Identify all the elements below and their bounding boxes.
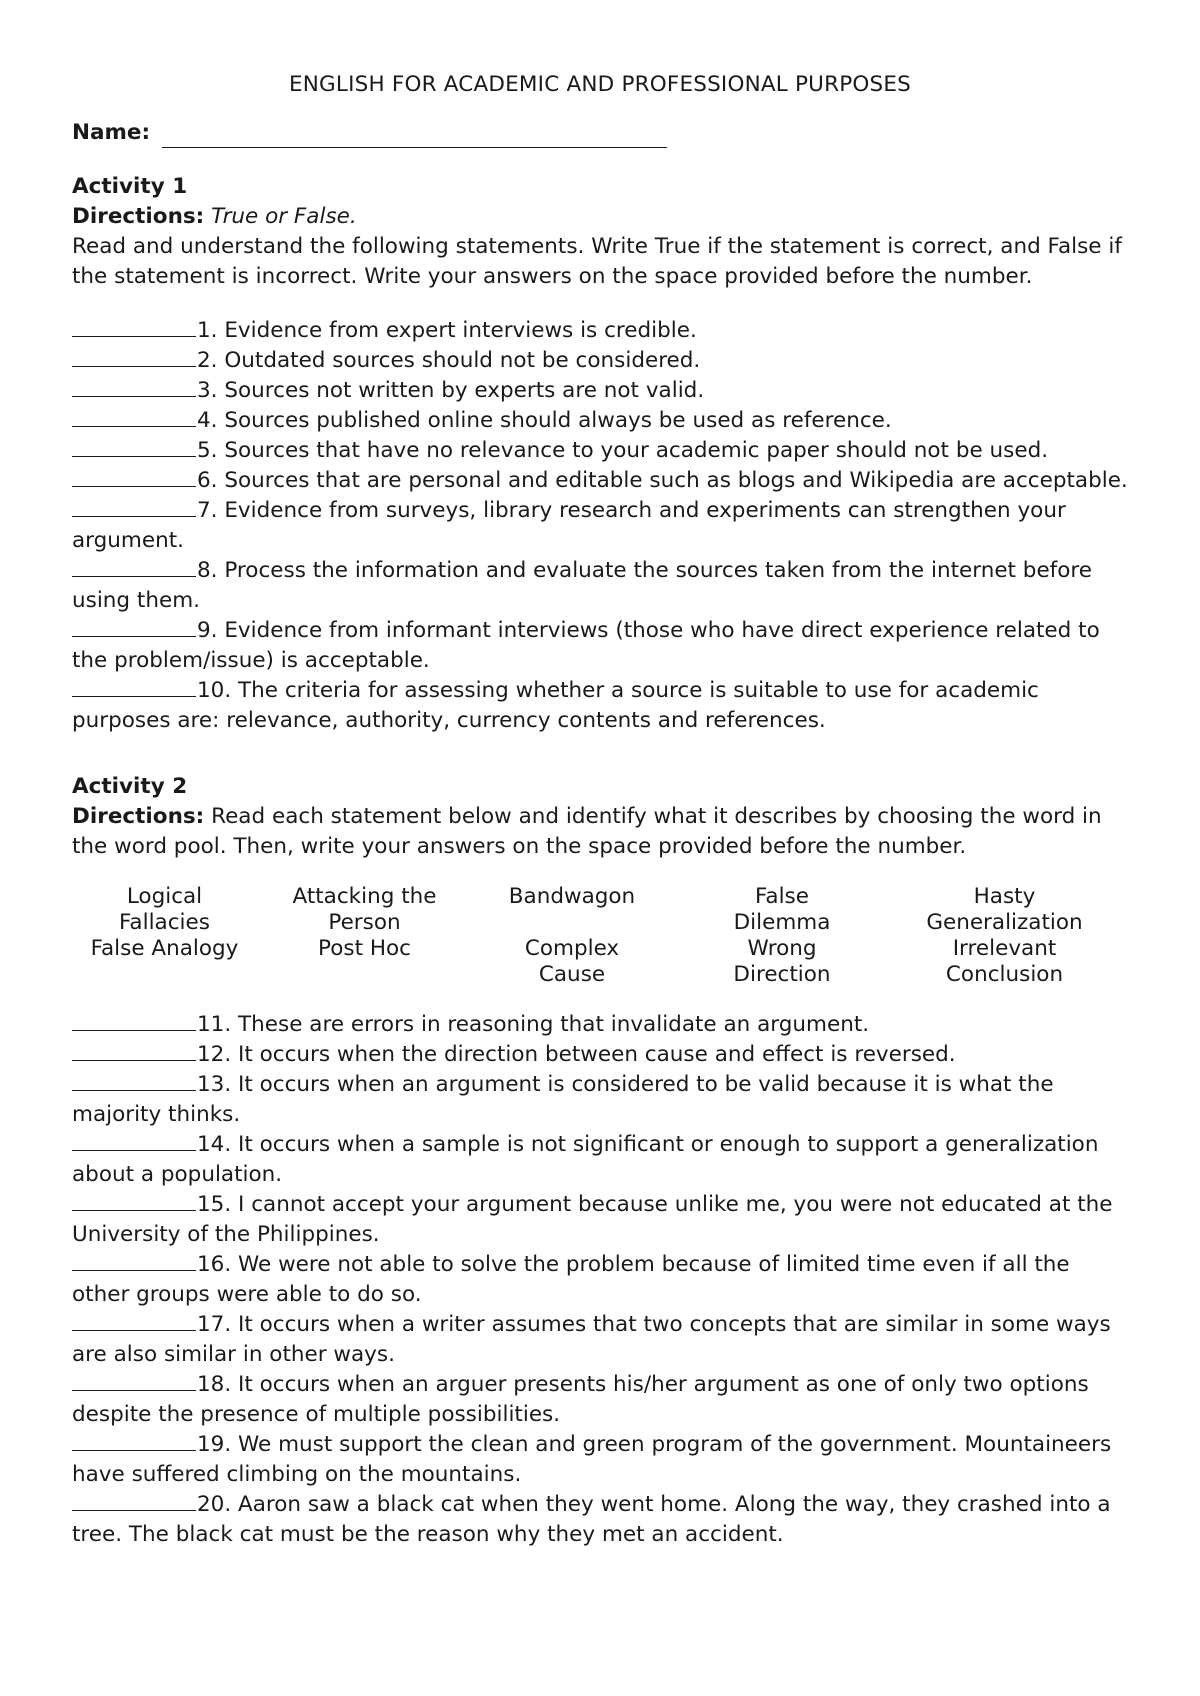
answer-blank[interactable] bbox=[72, 316, 196, 337]
word-pool-cell: Bandwagon bbox=[508, 884, 636, 909]
answer-blank[interactable] bbox=[72, 616, 196, 637]
question-item bbox=[72, 676, 1128, 736]
question-text: 1. Evidence from expert interviews is credible. bbox=[197, 318, 697, 343]
activity-2-items bbox=[72, 1010, 1128, 1550]
word-pool-cell: Wrong bbox=[747, 936, 817, 961]
question-text: 2. Outdated sources should not be considered. bbox=[197, 348, 701, 373]
question-text: 5. Sources that have no relevance to your academic paper should not be used. bbox=[197, 438, 1049, 463]
question-item bbox=[72, 556, 1128, 616]
question-item bbox=[72, 616, 1128, 676]
question-text: 13. It occurs when an argument is considered to be valid because it is what the majority thinks. bbox=[72, 1072, 1054, 1127]
answer-blank[interactable] bbox=[72, 346, 196, 367]
directions-text: Read each statement below and identify what it describes by choosing the word in the word pool. Then, write your answers on the space provided before the number. bbox=[72, 804, 1102, 859]
word-pool-cell: Fallacies bbox=[119, 910, 210, 935]
question-item bbox=[72, 1010, 1128, 1040]
activity-1-heading: Activity 1 bbox=[72, 174, 188, 199]
word-pool-cell: Irrelevant bbox=[952, 936, 1057, 961]
question-item bbox=[72, 406, 1128, 436]
question-text: 15. I cannot accept your argument because unlike me, you were not educated at the University of the Philippines. bbox=[72, 1192, 1113, 1247]
word-pool-cell: False bbox=[755, 884, 809, 909]
question-text: 4. Sources published online should always be used as reference. bbox=[197, 408, 892, 433]
answer-blank[interactable] bbox=[72, 1370, 196, 1391]
activity-2-heading: Activity 2 bbox=[72, 774, 188, 799]
answer-blank[interactable] bbox=[72, 1250, 196, 1271]
word-pool-cell: Logical bbox=[126, 884, 203, 909]
activity-1-instructions: Read and understand the following statements. Write True if the statement is correct, and False if the statement is incorrect. Write your answers on the space provided before the number. bbox=[72, 234, 1122, 289]
question-item bbox=[72, 1130, 1128, 1190]
answer-blank[interactable] bbox=[72, 1190, 196, 1211]
question-text: 11. These are errors in reasoning that invalidate an argument. bbox=[197, 1012, 870, 1037]
answer-blank[interactable] bbox=[72, 1130, 196, 1151]
word-pool-cell: Cause bbox=[538, 962, 606, 987]
word-pool-cell: Person bbox=[328, 910, 401, 935]
answer-blank[interactable] bbox=[72, 1040, 196, 1061]
question-text: 20. Aaron saw a black cat when they went home. Along the way, they crashed into a tree. The black cat must be the reason why they met an accident. bbox=[72, 1492, 1111, 1547]
answer-blank[interactable] bbox=[72, 1310, 196, 1331]
question-item bbox=[72, 1070, 1128, 1130]
word-pool-cell: Dilemma bbox=[733, 910, 831, 935]
question-text: 6. Sources that are personal and editable such as blogs and Wikipedia are acceptable. bbox=[197, 468, 1128, 493]
question-item bbox=[72, 466, 1128, 496]
answer-blank[interactable] bbox=[72, 676, 196, 697]
answer-blank[interactable] bbox=[72, 556, 196, 577]
document-title: ENGLISH FOR ACADEMIC AND PROFESSIONAL PURPOSES bbox=[288, 72, 911, 97]
answer-blank[interactable] bbox=[72, 1430, 196, 1451]
question-text: 8. Process the information and evaluate the sources taken from the internet before using them. bbox=[72, 558, 1093, 613]
directions-label: Directions: bbox=[72, 804, 205, 829]
activity-2-directions bbox=[72, 802, 1128, 862]
question-item bbox=[72, 436, 1128, 466]
word-pool-cell bbox=[72, 962, 257, 988]
question-item bbox=[72, 346, 1128, 376]
question-item bbox=[72, 1250, 1128, 1310]
name-row bbox=[72, 118, 1128, 148]
answer-blank[interactable] bbox=[72, 466, 196, 487]
activity-2-section bbox=[72, 772, 1128, 1550]
word-pool-cell: False Analogy bbox=[90, 936, 239, 961]
word-pool-cell: Post Hoc bbox=[318, 936, 411, 961]
question-text: 12. It occurs when the direction between cause and effect is reversed. bbox=[197, 1042, 956, 1067]
name-label: Name: bbox=[72, 120, 151, 145]
answer-blank[interactable] bbox=[72, 1010, 196, 1031]
word-pool-cell: Hasty bbox=[973, 884, 1036, 909]
question-text: 7. Evidence from surveys, library research and experiments can strengthen your argument. bbox=[72, 498, 1066, 553]
name-blank-line[interactable] bbox=[162, 121, 667, 148]
word-pool bbox=[72, 884, 1128, 988]
answer-blank[interactable] bbox=[72, 1070, 196, 1091]
question-item bbox=[72, 1190, 1128, 1250]
answer-blank[interactable] bbox=[72, 496, 196, 517]
answer-blank[interactable] bbox=[72, 436, 196, 457]
question-text: 18. It occurs when an arguer presents his/her argument as one of only two options despite the presence of multiple possibilities. bbox=[72, 1372, 1089, 1427]
word-pool-cell: Complex bbox=[524, 936, 620, 961]
question-item bbox=[72, 1040, 1128, 1070]
answer-blank[interactable] bbox=[72, 1490, 196, 1511]
word-pool-cell: Direction bbox=[733, 962, 831, 987]
word-pool-cell bbox=[472, 910, 672, 936]
question-item bbox=[72, 376, 1128, 406]
word-pool-cell: Conclusion bbox=[945, 962, 1064, 987]
question-text: 19. We must support the clean and green program of the government. Mountaineers have suffered climbing on the mountains. bbox=[72, 1432, 1112, 1487]
word-pool-cell: Attacking the bbox=[292, 884, 437, 909]
question-text: 16. We were not able to solve the problem because of limited time even if all the other groups were able to do so. bbox=[72, 1252, 1070, 1307]
question-text: 10. The criteria for assessing whether a source is suitable to use for academic purposes are: relevance, authority, currency contents and references. bbox=[72, 678, 1039, 733]
activity-1-section bbox=[72, 172, 1128, 736]
question-text: 14. It occurs when a sample is not significant or enough to support a generalization about a population. bbox=[72, 1132, 1099, 1187]
question-item bbox=[72, 1430, 1128, 1490]
answer-blank[interactable] bbox=[72, 406, 196, 427]
question-text: 17. It occurs when a writer assumes that two concepts that are similar in some ways are also similar in other ways. bbox=[72, 1312, 1111, 1367]
word-pool-cell bbox=[257, 962, 472, 988]
word-pool-cell: Generalization bbox=[926, 910, 1083, 935]
answer-blank[interactable] bbox=[72, 376, 196, 397]
question-item bbox=[72, 316, 1128, 346]
question-item bbox=[72, 496, 1128, 556]
question-text: 9. Evidence from informant interviews (those who have direct experience related to the problem/issue) is acceptable. bbox=[72, 618, 1100, 673]
question-item bbox=[72, 1490, 1128, 1550]
question-item bbox=[72, 1310, 1128, 1370]
spacer bbox=[72, 292, 1128, 316]
directions-label: Directions: bbox=[72, 204, 205, 229]
activity-1-directions bbox=[72, 202, 1128, 232]
directions-italic: True or False. bbox=[211, 204, 357, 229]
question-text: 3. Sources not written by experts are not valid. bbox=[197, 378, 705, 403]
question-item bbox=[72, 1370, 1128, 1430]
activity-1-items bbox=[72, 316, 1128, 736]
